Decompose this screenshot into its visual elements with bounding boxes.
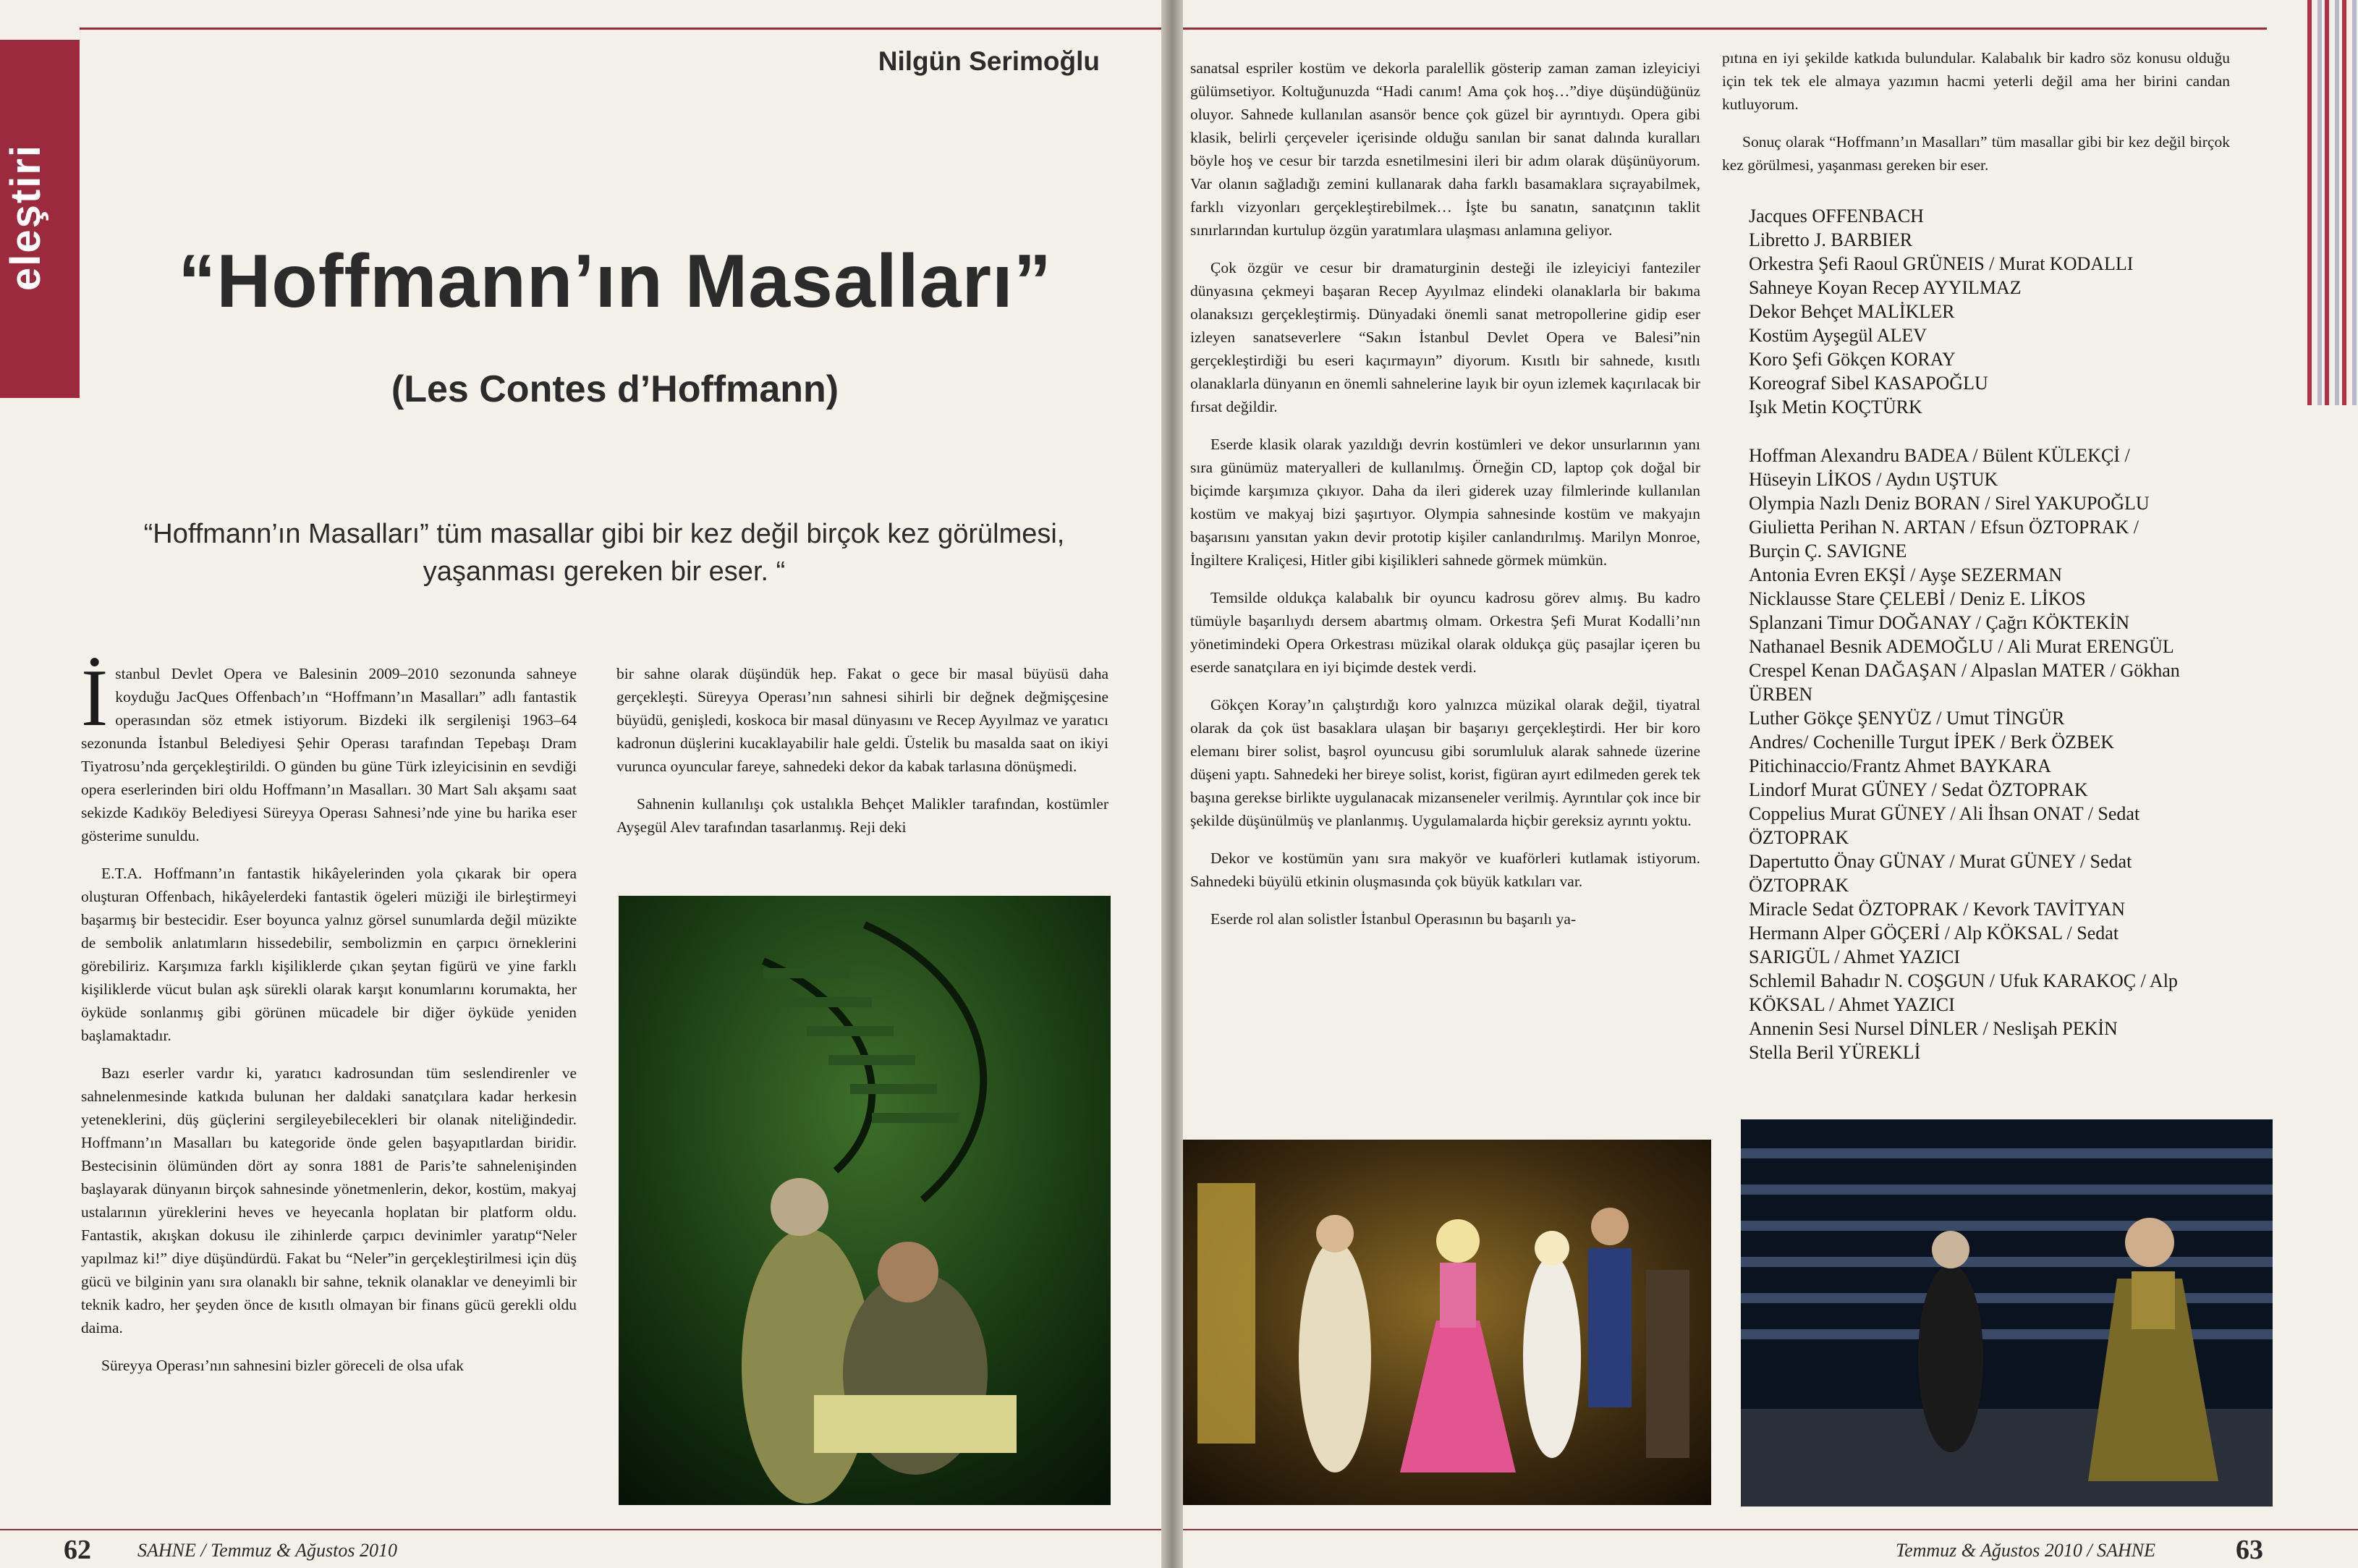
cast-line: Dapertutto Önay GÜNAY / Murat GÜNEY / Sedat [1749, 851, 2132, 872]
paragraph: Sonuç olarak “Hoffmann’ın Masalları” tüm masallar gibi bir kez değil birçok kez görülmesi, yaşanması gereken bir eser. [1722, 133, 2230, 174]
right-page [1183, 0, 2358, 1568]
footer-rule [0, 1529, 1161, 1530]
paragraph: İstanbul Devlet Opera ve Balesinin 2009–2010 sezonunda sahneye koyduğu JacQues Offenbach’ın “Hoffmann’ın Masalları” adlı fantastik operasından söz etmek istiyorum. Bizdeki ilk sergilenişi 1963–64 sezonunda İstanbul Belediyesi Şehir Operası tarafından Tepebaşı Dram Tiyatrosu’nda gerçekleştirildi. O günden bu güne Türk izleyicisinin en sevdiği opera eserlerinden biri oldu Hoffmann’ın Masalları. 30 Mart Salı akşamı saat sekizde Kadıköy Belediyesi Süreyya Operası Sahnesi’nde yine bu harika eser gösterime sunuldu. [81, 653, 577, 844]
cast-line: Pitichinaccio/Frantz Ahmet BAYKARA [1749, 755, 2051, 776]
paragraph: Gökçen Koray’ın çalıştırdığı koro yalnızca müzikal olarak değil, tiyatral olarak da çok üst basaklara ulaşan bir başarıyı gerçekleştirdi. Her bir koro elemanı birer solist, başrol oyuncusu gibi sorumluluk alarak sahnede üzerine düşeni yaptı. Sahnedeki her bireye solist, korist, figüran ayırt edilmeden gerek tek başına gerekse birlikte uygulanacak mizanseneler verilmiş. Ayrıntılar çok ince bir şekilde düşünülmüş ve planlanmış. Uygulamalarda hiçbir gereksiz ayrıntı yoktu. [1190, 696, 1700, 829]
magazine-footer: SAHNE / Temmuz & Ağustos 2010 [137, 1540, 397, 1561]
paragraph: pıtına en iyi şekilde katkıda bulundular. Kalabalık bir kadro söz konusu olduğu için tek tek ele almaya yazımın hacmi yeterli değil ama her birini candan kutluyorum. [1722, 49, 2230, 113]
section-tab-label: eleştiri [2, 144, 49, 291]
credit-line: Jacques OFFENBACH [1749, 205, 1924, 226]
credits-list [1749, 204, 2270, 1064]
cast-line: ÖZTOPRAK [1749, 875, 1849, 896]
credit-line: Koro Şefi Gökçen KORAY [1749, 349, 1956, 370]
paragraph: Temsilde oldukça kalabalık bir oyuncu kadrosu görev almış. Bu kadro tümüyle başarılıydı dersem abartmış olmam. Orkestra Şefi Murat Kodalli’nın yönetimindeki Opera Orkestrası müzikal olarak oldukça güç pasajlar içeren bu eserde sanatçılara en iyi biçimde destek verdi. [1190, 589, 1700, 676]
page-number: 62 [64, 1535, 91, 1565]
author-name: Nilgün Serimoğlu [878, 46, 1100, 76]
footer-rule [1183, 1529, 2358, 1530]
cast-line: KÖKSAL / Ahmet YAZICI [1749, 994, 1955, 1015]
paragraph: Eserde klasik olarak yazıldığı devrin kostümleri ve dekor unsurlarının yanı sıra günümüz materyalleri de kullanılmış. Örneğin CD, laptop çok doğal bir biçimde karşımıza çıkıyor. Daha da ileri giderek uzay filmlerinde kullanılan kostüm ve makyaj bizi şaşırtıyor. Olympia sahnesinde kostüm ve makyajın başarısını yansıtan yakın devir prototip kişiler canlandırılmış. Marilyn Monroe, İngiltere Kraliçesi, Hitler gibi kişilikleri sahnede görmek mümkün. [1190, 436, 1700, 569]
paragraph: Dekor ve kostümün yanı sıra makyör ve kuaförleri kutlamak istiyorum. Sahnedeki büyülü etkinin oluşmasında çok büyük katkıları var. [1190, 849, 1700, 890]
stage-photo-1 [619, 896, 1111, 1505]
cast-line: Stella Beril YÜREKLİ [1749, 1042, 1921, 1063]
cast-line: Hoffman Alexandru BADEA / Bülent KÜLEKÇİ / [1749, 445, 2130, 466]
credit-line: Koreograf Sibel KASAPOĞLU [1749, 373, 1988, 394]
drop-cap: İ [81, 653, 109, 743]
cast-line: ÖZTOPRAK [1749, 827, 1849, 848]
cast-line: Olympia Nazlı Deniz BORAN / Sirel YAKUPOĞLU [1749, 493, 2150, 514]
cast-line: Burçin Ç. SAVIGNE [1749, 541, 1907, 561]
section-tab [0, 40, 80, 398]
spacer [1749, 419, 2270, 444]
left-page [0, 0, 1161, 1568]
cast-line: Hermann Alper GÖÇERİ / Alp KÖKSAL / Sedat [1749, 923, 2119, 944]
credit-line: Işık Metin KOÇTÜRK [1749, 397, 1922, 418]
paragraph: Çok özgür ve cesur bir dramaturginin desteği ile izleyiciyi fanteziler dünyasına çekmeyi başaran Recep Ayyılmaz elindeki olanaklarla bir bakıma olanaksızı gerçekleştirmiş. Dünyadaki önemli sanat metropollerine gidip eser izleyen sanatseverlere “Sakın İstanbul Devlet Opera ve Balesi”nin gerçekleştirdiği bu eseri kaçırmayın” diyorum. Kısıtlı bir sahnede, kısıtlı olanaklarla dünyanın en önemli sahnelerine layık bir oyun izlemek kaçırılacak bir fırsat değildir. [1190, 259, 1700, 415]
cast-line: Miracle Sedat ÖZTOPRAK / Kevork TAVİTYAN [1749, 899, 2126, 920]
cast-line: Splanzani Timur DOĞANAY / Çağrı KÖKTEKİN [1749, 612, 2130, 633]
cast-line: Giulietta Perihan N. ARTAN / Efsun ÖZTOPRAK / [1749, 517, 2139, 538]
text-column-1 [81, 653, 577, 1391]
spine-gutter [1161, 0, 1183, 1568]
page-number: 63 [2236, 1535, 2263, 1565]
credit-line: Orkestra Şefi Raoul GRÜNEIS / Murat KODALLI [1749, 253, 2134, 274]
top-rule [80, 27, 1161, 30]
cast-line: Nicklausse Stare ÇELEBİ / Deniz E. LİKOS [1749, 588, 2086, 609]
text-column-4 [1722, 46, 2230, 191]
stage-photo-3 [1741, 1119, 2273, 1506]
paragraph: Bazı eserler vardır ki, yaratıcı kadrosundan tüm seslendirenler ve sahnelenmesinde katkıda bulunan her daldaki sanatçılara kadar herkesin yeteneklerini, düş güçlerini sergileyebilecekleri bir olanak niteliğindedir. Hoffmann’ın Masalları bu kategoride önde gelen başyapıtlardan biridir. Bestecisinin ölümünden dört ay sonra 1881 de Paris’te sahnelenişinden başlayarak dünyanın birçok sahnesinde yönetmenlerin, dekor, kostüm, makyaj ustalarının yüreklerini heves ve heyecanla hoplatan bir platform oldu. Fantastik, akışkan dokusu ile zihinlerde çarpıcı devinimler yaratıp“Neler yapılmaz ki!” diye düşündürdü. Fakat bu “Neler”in gerçekleştirilmesi için düş gücü ve bilginin yanı sıra olanaklı bir sahne, teknik olanaklar ve deneyimli bir teknik kadro, her şeyden önce de kısıtlı olmayan bir finans gücü gerekli oldu daima. [81, 1064, 577, 1336]
paragraph: Eserde rol alan solistler İstanbul Operasının bu başarılı ya- [1210, 910, 1577, 928]
stage-photo-2 [1183, 1140, 1711, 1505]
cast-line: Antonia Evren EKŞİ / Ayşe SEZERMAN [1749, 564, 2063, 585]
pull-quote: “Hoffmann’ın Masalları” tüm masallar gibi bir kez değil birçok kez görülmesi, yaşanması gereken bir eser. “ [143, 519, 1065, 587]
cast-line: Hüseyin LİKOS / Aydın UŞTUK [1749, 469, 1998, 490]
top-rule [1183, 27, 2267, 30]
cast-line: Lindorf Murat GÜNEY / Sedat ÖZTOPRAK [1749, 779, 2088, 800]
edge-stripes [2307, 0, 2358, 405]
cast-line: Schlemil Bahadır N. COŞGUN / Ufuk KARAKOÇ / Alp [1749, 970, 2178, 991]
article-title: “Hoffmann’ın Masalları” [178, 240, 1052, 323]
paragraph: Sahnenin kullanılışı çok ustalıkla Behçet Malikler tarafından, kostümler Ayşegül Alev tarafından tasarlanmış. Reji deki [616, 795, 1108, 836]
cast-line: Luther Gökçe ŞENYÜZ / Umut TİNGÜR [1749, 708, 2065, 729]
article-subtitle: (Les Contes d’Hoffmann) [391, 368, 839, 410]
credit-line: Dekor Behçet MALİKLER [1749, 301, 1955, 322]
cast-line: Nathanael Besnik ADEMOĞLU / Ali Murat ERENGÜL [1749, 636, 2174, 657]
paragraph: sanatsal espriler kostüm ve dekorla paralellik gösterip zaman zaman izleyiciyi gülümsetiyor. Koltuğunuzda “Hadi canım! Ama çok hoş…”diye düşündüğünüz oluyor. Sahnede kullanılan asansör bence çok güzel bir ayrıntıydı. Opera gibi klasik, belirli çerçeveler içerisinde olduğu sanılan bir sanat dalında kuralları böyle hoş ve cesur bir tarzda esnetilmesini ileri bir adım olarak düşünüyorum. Var olanın sağladığı zemini kullanarak daha farklı basamaklara sıçrayabilmek, farklı vizyonları gerçekleştirebilmek… İşte bu sanatın, sanatçının taklit sınırlarından kurtulup özgün yaratımlara ulaşması anlamına geliyor. [1190, 59, 1700, 239]
cast-line: Andres/ Cochenille Turgut İPEK / Berk ÖZBEK [1749, 732, 2115, 753]
cast-line: SARIGÜL / Ahmet YAZICI [1749, 946, 1961, 967]
paragraph: E.T.A. Hoffmann’ın fantastik hikâyelerinden yola çıkarak bir opera oluşturan Offenbach, hikâyelerdeki fantastik ögeleri müziği ile birleştirmeyi başarmış bir bestecidir. Eser boyunca yalnız görsel sunumlarda değil müzikte de sembolik anlatımların hissedebilir, sembolizmin en çarpıcı örneklerini görebiliriz. Karşımıza farklı kişiliklerde çıkan şeytan figürü ve yine farklı kişiliklerde vücut bulan aşk sürekli olarak karşıt konumlarını korumakta, her öyküde sonlanmış gibi görünen mücadele bir diğer öyküde yeniden başlamaktadır. [81, 865, 577, 1044]
text-column-2 [616, 662, 1108, 853]
paragraph: Süreyya Operası’nın sahnesini bizler göreceli de olsa ufak [101, 1357, 464, 1374]
credit-line: Sahneye Koyan Recep AYYILMAZ [1749, 277, 2022, 298]
paragraph: bir sahne olarak düşündük hep. Fakat o gece bir masal büyüsü daha gerçekleşti. Süreyya Operası’nın sahnesi sihirli bir değnek değmişçesine büyüdü, genişledi, koskoca bir masal dünyasını ve Recep Ayyılmaz ve yaratıcı kadronun düşlerini kucaklayabilir hale geldi. Üstelik bu masalda saat on ikiyi vurunca oyuncular fareye, sahnedeki dekor da kabak tarlasına dönüşmedi. [616, 665, 1108, 775]
magazine-footer: Temmuz & Ağustos 2010 / SAHNE [1896, 1540, 2155, 1561]
cast-line: Annenin Sesi Nursel DİNLER / Neslişah PEKİN [1749, 1018, 2118, 1039]
credit-line: Libretto J. BARBIER [1749, 229, 1913, 250]
cast-line: Coppelius Murat GÜNEY / Ali İhsan ONAT / Sedat [1749, 803, 2140, 824]
text-column-3 [1190, 56, 1700, 945]
cast-line: ÜRBEN [1749, 684, 1813, 705]
credit-line: Kostüm Ayşegül ALEV [1749, 325, 1927, 346]
cast-line: Crespel Kenan DAĞAŞAN / Alpaslan MATER / Gökhan [1749, 660, 2180, 681]
